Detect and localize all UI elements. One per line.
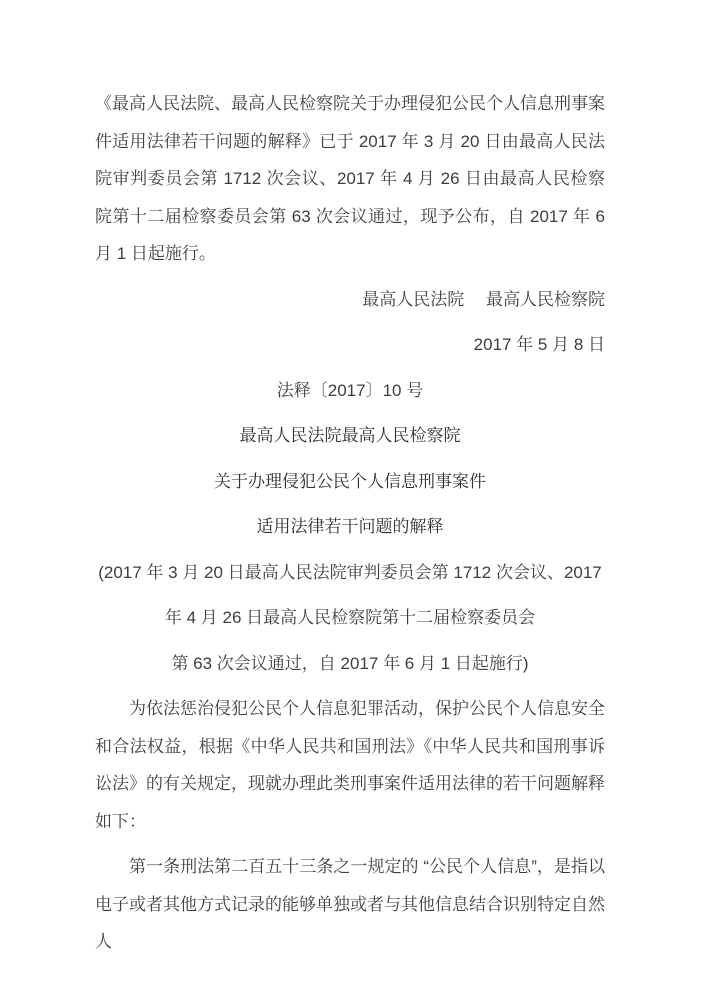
title-line-1: 最高人民法院最高人民检察院 (239, 426, 461, 445)
article-1-paragraph: 第一条刑法第二百五十三条之一规定的 “公民个人信息”，是指以电子或者其他方式记录的能够单独或者与其他信息结合识别特定自然人 (95, 857, 605, 951)
issuing-authorities: 最高人民法院 最高人民检察院 (362, 289, 605, 309)
preamble-paragraph: 为依法惩治侵犯公民个人信息犯罪活动，保护公民个人信息安全和合法权益，根据《中华人民共和国刑法》《中华人民共和国刑事诉讼法》的有关规定，现就办理此类刑事案件适用法律的若干问题解释如下： (95, 699, 605, 831)
title-line-3: 适用法律若干问题的解释 (256, 517, 444, 536)
document-number: 法释〔2017〕10 号 (276, 380, 424, 400)
enactment-note-line-2: 年 4 月 26 日最高人民检察院第十二届检察委员会 (164, 608, 536, 627)
announcement-paragraph: 《最高人民法院、最高人民检察院关于办理侵犯公民个人信息刑事案件适用法律若干问题的解释》已于 2017 年 3 月 20 日由最高人民法院审判委员会第 1712 次会议、2017 年 4 月 26 日由最高人民检察院第十二届检察委员会第 63 次会议通过，现予公布，自 2017 年 6 月 1 日起施行。 (95, 94, 605, 263)
enactment-note-line-1: (2017 年 3 月 20 日最高人民法院审判委员会第 1712 次会议、2017 (98, 562, 602, 582)
issue-date: 2017 年 5 月 8 日 (473, 335, 605, 354)
enactment-note-line-3: 第 63 次会议通过，自 2017 年 6 月 1 日起施行) (171, 653, 529, 673)
title-line-2: 关于办理侵犯公民个人信息刑事案件 (214, 471, 486, 491)
